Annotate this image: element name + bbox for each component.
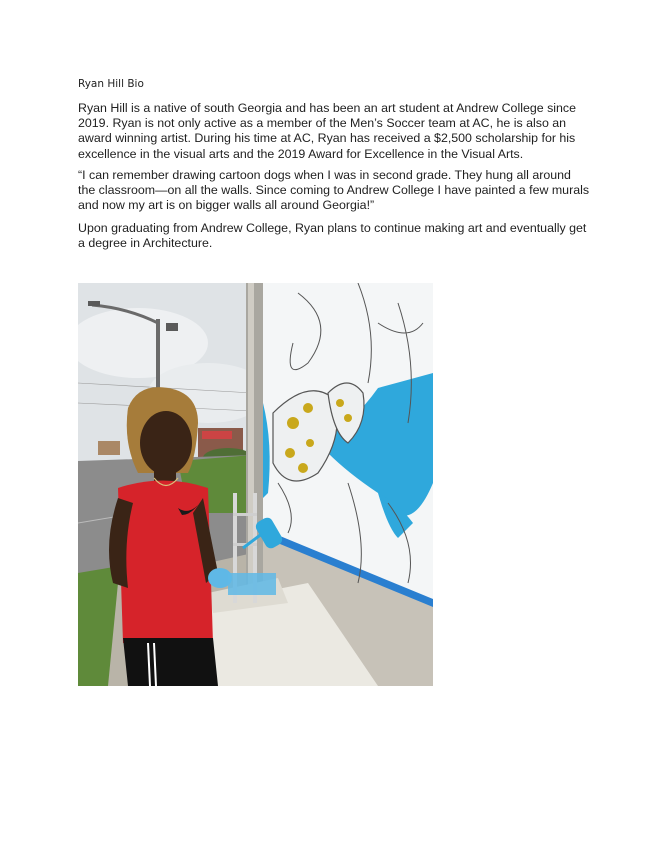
bio-paragraph: Ryan Hill is a native of south Georgia and has been an art student at Andrew College since 2019. Ryan is not only active as a member of the Men’s Soccer team at AC, he is also an award winning artist. During his time at AC, Ryan has received a $2,500 scholarship for his excellence in the visual arts and the 2019 Award for Excellence in the Visual Arts. — [78, 101, 576, 161]
plans-paragraph: Upon graduating from Andrew College, Ryan plans to continue making art and eventually get a degree in Architecture. — [78, 221, 587, 251]
document-title: Ryan Hill Bio — [78, 78, 144, 90]
quote-paragraph: “I can remember drawing cartoon dogs when I was in second grade. They hung all around the classroom—on all the walls. Since coming to Andrew College I have painted a few murals and now my art is on bigger walls all around Georgia!” — [78, 168, 590, 213]
person-shorts — [123, 638, 218, 686]
mural-photo — [78, 283, 433, 686]
